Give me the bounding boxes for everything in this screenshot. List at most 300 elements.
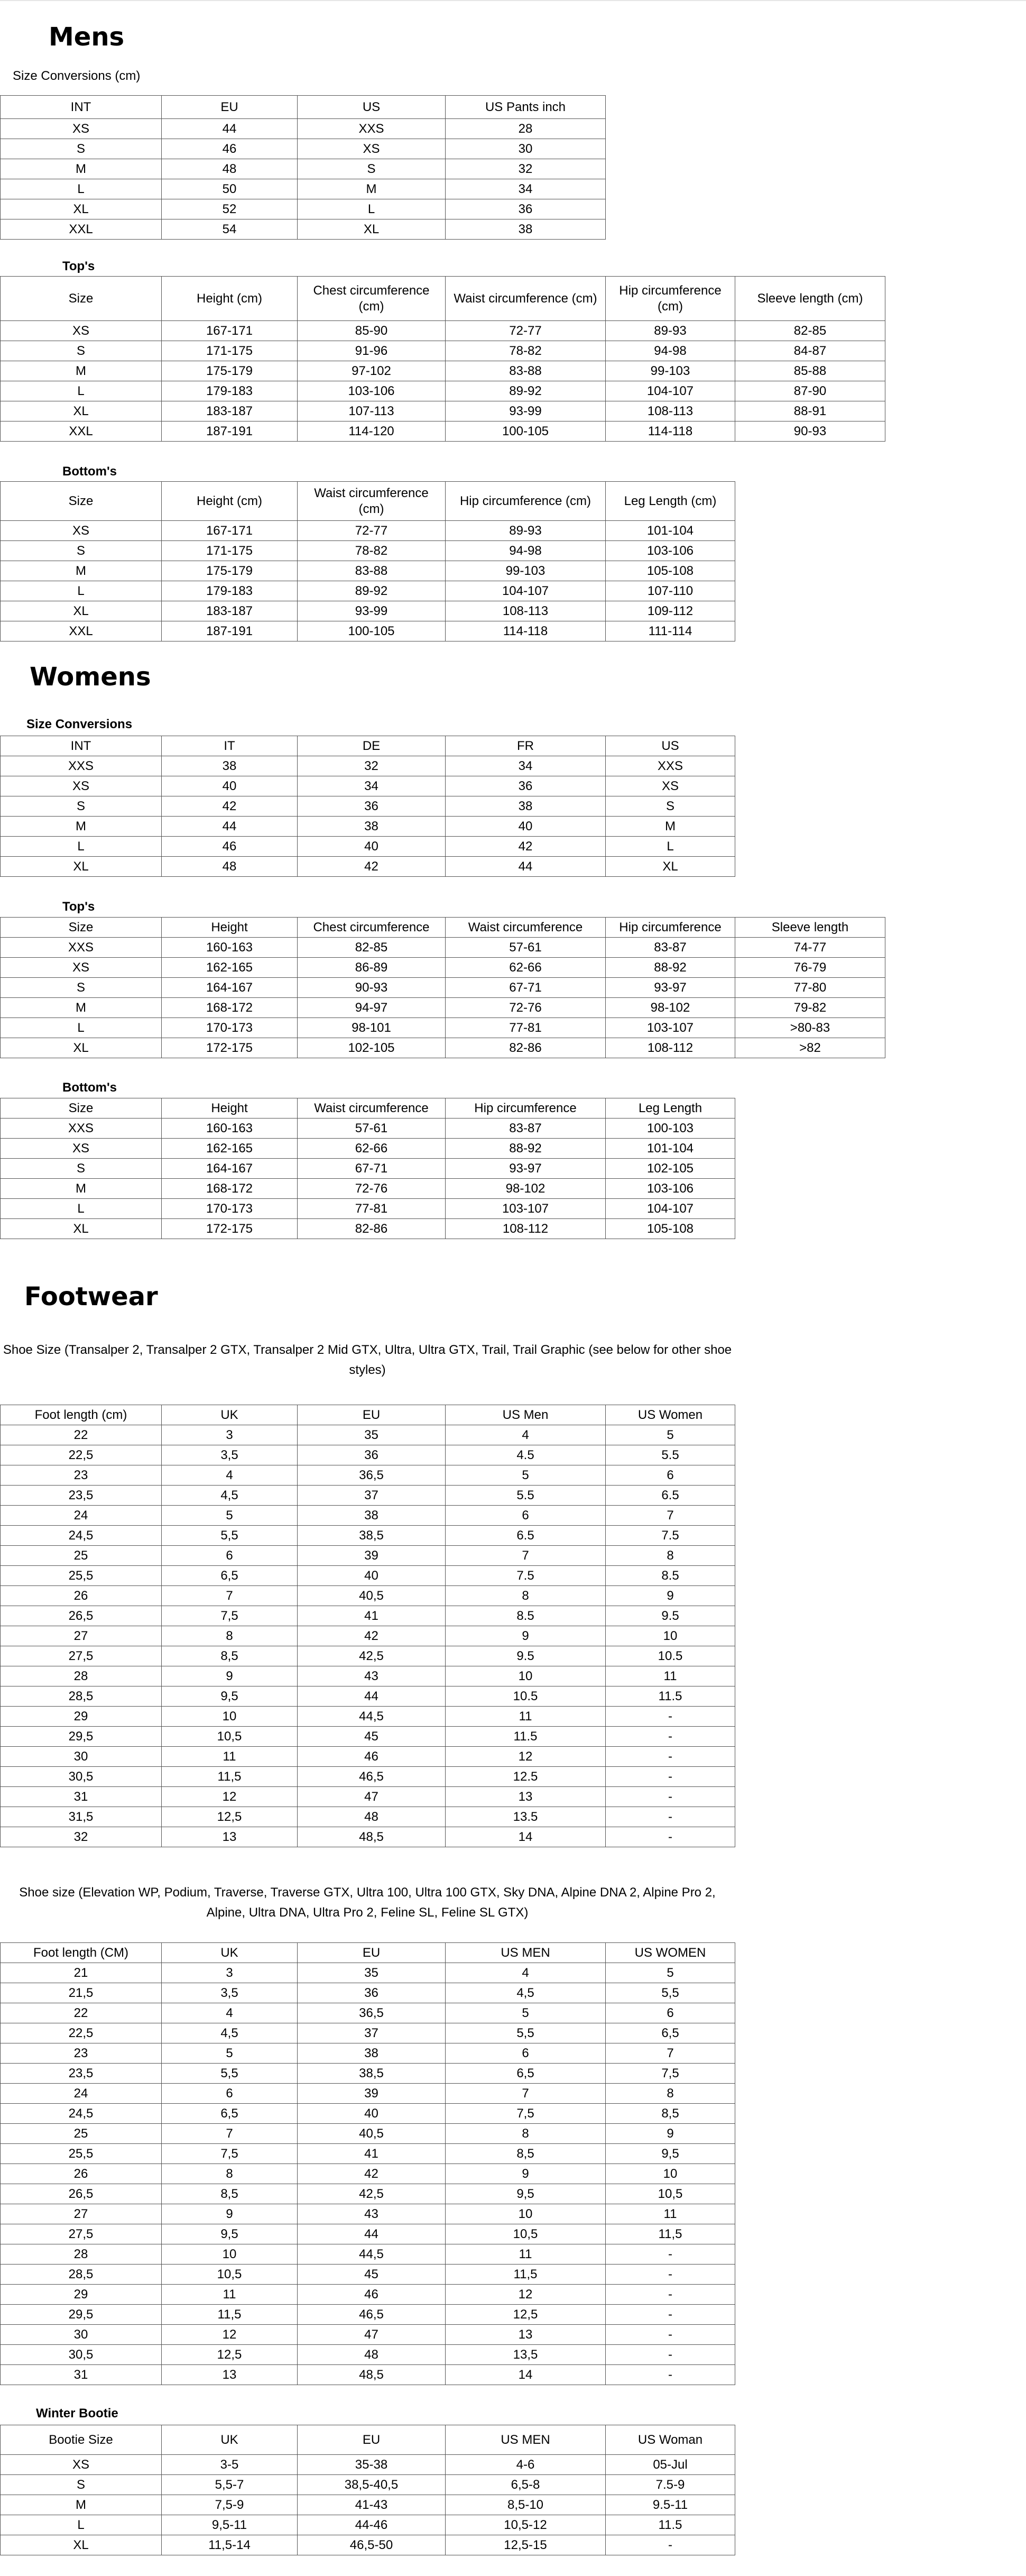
table-row: [1, 2064, 735, 2084]
table-cell: 29,5: [1, 2305, 162, 2325]
table-cell: 7: [162, 2124, 298, 2144]
table-cell: 72-76: [446, 998, 606, 1018]
table-cell: 105-108: [606, 561, 735, 581]
table-cell: 160-163: [162, 938, 298, 958]
table-row: [1, 1546, 735, 1566]
table-cell: 46: [298, 2285, 446, 2305]
table-cell: 12,5: [446, 2305, 606, 2325]
table-cell: XL: [606, 857, 735, 877]
table-cell: 104-107: [446, 581, 606, 601]
table-cell: 45: [298, 1727, 446, 1747]
table-cell: 40: [162, 776, 298, 796]
mens-tops-title: Top's: [62, 259, 95, 273]
table-cell: 93-99: [446, 401, 606, 421]
table-cell: 46: [162, 837, 298, 857]
womens-bottoms-title: Bottom's: [62, 1080, 117, 1095]
table-cell: S: [1, 341, 162, 361]
table-cell: 9,5: [446, 2184, 606, 2204]
table-cell: 10: [162, 2244, 298, 2265]
table-cell: 4: [446, 1963, 606, 1983]
table-cell: 10: [606, 1626, 735, 1646]
shoe-table1: [0, 1405, 735, 1847]
table-cell: 5: [162, 1506, 298, 1526]
table-cell: 3: [162, 1425, 298, 1445]
table-row: [1, 2224, 735, 2244]
table-cell: 13,5: [446, 2345, 606, 2365]
table-cell: 103-107: [606, 1018, 735, 1038]
table-row: [1, 756, 735, 776]
table-cell: 52: [162, 199, 298, 219]
column-header: INT: [1, 736, 162, 756]
table-row: [1, 1747, 735, 1767]
table-row: [1, 1119, 735, 1139]
table-cell: 40: [446, 817, 606, 837]
table-cell: 168-172: [162, 998, 298, 1018]
table-cell: 6,5: [162, 2104, 298, 2124]
table-cell: 12,5: [162, 1807, 298, 1827]
table-cell: 57-61: [298, 1119, 446, 1139]
mens-conversions-title: Size Conversions (cm): [13, 69, 141, 83]
table-cell: 4,5: [162, 2023, 298, 2043]
table-cell: 114-120: [298, 421, 446, 442]
table-cell: 22,5: [1, 2023, 162, 2043]
table-cell: 26: [1, 2164, 162, 2184]
column-header: US Men: [446, 1405, 606, 1425]
table-cell: 26,5: [1, 2184, 162, 2204]
table-cell: 6,5: [162, 1566, 298, 1586]
table-row: [1, 857, 735, 877]
table-cell: 74-77: [735, 938, 885, 958]
table-row: [1, 1566, 735, 1586]
table-row: [1, 2124, 735, 2144]
table-cell: XS: [1, 119, 162, 139]
table-cell: 83-88: [446, 361, 606, 381]
table-cell: 40: [298, 837, 446, 857]
table-cell: 48,5: [298, 2365, 446, 2385]
table-row: [1, 1465, 735, 1486]
table-cell: 48: [298, 1807, 446, 1827]
table-cell: 72-77: [446, 321, 606, 341]
table-cell: 32: [446, 159, 606, 179]
table-cell: 48: [162, 159, 298, 179]
table-cell: 100-105: [446, 421, 606, 442]
table-row: [1, 1767, 735, 1787]
table-cell: 28,5: [1, 1686, 162, 1707]
column-header: US Woman: [606, 2425, 735, 2455]
table-cell: 38,5-40,5: [298, 2475, 446, 2495]
table-cell: 183-187: [162, 401, 298, 421]
table-cell: 4.5: [446, 1445, 606, 1465]
table-cell: -: [606, 2325, 735, 2345]
table-header-row: [1, 2425, 735, 2455]
table-cell: 27: [1, 1626, 162, 1646]
table-cell: 108-113: [446, 601, 606, 621]
table-cell: -: [606, 1827, 735, 1847]
table-row: [1, 119, 606, 139]
column-header: UK: [162, 1405, 298, 1425]
table-cell: 84-87: [735, 341, 885, 361]
table-cell: 3,5: [162, 1983, 298, 2003]
table-cell: 179-183: [162, 381, 298, 401]
table-row: [1, 1646, 735, 1666]
table-cell: 87-90: [735, 381, 885, 401]
table-cell: 11,5: [446, 2265, 606, 2285]
table-cell: S: [298, 159, 446, 179]
column-header: US WOMEN: [606, 1943, 735, 1963]
table-cell: 10,5: [446, 2224, 606, 2244]
column-header: Hip circumference: [606, 918, 735, 938]
table-cell: -: [606, 2265, 735, 2285]
table-cell: 11,5: [162, 1767, 298, 1787]
table-cell: 23,5: [1, 2064, 162, 2084]
table-cell: >82: [735, 1038, 885, 1058]
table-cell: XXL: [1, 421, 162, 442]
table-cell: 12: [446, 1747, 606, 1767]
table-cell: 10: [606, 2164, 735, 2184]
mens-bottoms-table: [0, 481, 735, 641]
table-cell: 8,5: [446, 2144, 606, 2164]
table-cell: 35: [298, 1963, 446, 1983]
table-cell: 103-107: [446, 1199, 606, 1219]
table-cell: 9: [162, 2204, 298, 2224]
table-cell: 4-6: [446, 2455, 606, 2475]
table-header-row: [1, 736, 735, 756]
table-cell: 21,5: [1, 1983, 162, 2003]
table-row: [1, 1219, 735, 1239]
table-cell: 103-106: [298, 381, 446, 401]
table-cell: 47: [298, 1787, 446, 1807]
table-cell: 48,5: [298, 1827, 446, 1847]
table-cell: 30,5: [1, 1767, 162, 1787]
table-row: [1, 776, 735, 796]
table-cell: -: [606, 2535, 735, 2555]
table-cell: M: [1, 1179, 162, 1199]
table-cell: 42,5: [298, 2184, 446, 2204]
table-cell: 187-191: [162, 621, 298, 641]
table-cell: XXS: [1, 938, 162, 958]
table-cell: XL: [1, 401, 162, 421]
table-cell: 41: [298, 1606, 446, 1626]
table-cell: 8: [606, 2084, 735, 2104]
table-cell: 23,5: [1, 1486, 162, 1506]
table-cell: 36: [446, 776, 606, 796]
table-cell: 7.5: [606, 1526, 735, 1546]
bootie-title: Winter Bootie: [36, 2406, 118, 2421]
table-cell: 8: [446, 1586, 606, 1606]
table-cell: 4,5: [162, 1486, 298, 1506]
table-cell: 12: [162, 2325, 298, 2345]
column-header: Size: [1, 1098, 162, 1119]
table-cell: M: [1, 2495, 162, 2515]
table-cell: 14: [446, 1827, 606, 1847]
table-cell: 109-112: [606, 601, 735, 621]
table-cell: 172-175: [162, 1038, 298, 1058]
table-row: [1, 2164, 735, 2184]
table-cell: 167-171: [162, 521, 298, 541]
table-cell: XL: [1, 1038, 162, 1058]
table-cell: 9.5-11: [606, 2495, 735, 2515]
table-cell: XS: [606, 776, 735, 796]
table-cell: 82-85: [298, 938, 446, 958]
table-cell: 40,5: [298, 2124, 446, 2144]
table-cell: L: [1, 179, 162, 199]
table-row: [1, 1425, 735, 1445]
table-cell: 83-87: [606, 938, 735, 958]
table-row: [1, 159, 606, 179]
table-cell: 27: [1, 2204, 162, 2224]
table-cell: 160-163: [162, 1119, 298, 1139]
table-cell: 8: [446, 2124, 606, 2144]
table-header-row: [1, 918, 885, 938]
table-cell: XL: [1, 199, 162, 219]
table-row: [1, 1983, 735, 2003]
table-cell: 78-82: [298, 541, 446, 561]
table-cell: -: [606, 2365, 735, 2385]
table-cell: 93-97: [446, 1159, 606, 1179]
table-cell: 12: [162, 1787, 298, 1807]
table-cell: 89-92: [446, 381, 606, 401]
table-cell: 8,5-10: [446, 2495, 606, 2515]
table-cell: M: [1, 817, 162, 837]
table-cell: S: [1, 541, 162, 561]
table-cell: 89-93: [446, 521, 606, 541]
table-cell: 32: [298, 756, 446, 776]
table-cell: 4: [446, 1425, 606, 1445]
table-cell: 14: [446, 2365, 606, 2385]
table-row: [1, 2204, 735, 2224]
table-cell: 86-89: [298, 958, 446, 978]
column-header: US Pants inch: [446, 96, 606, 119]
table-cell: 10,5-12: [446, 2515, 606, 2535]
bootie-table: [0, 2425, 735, 2555]
table-cell: 89-92: [298, 581, 446, 601]
table-cell: 30: [1, 1747, 162, 1767]
table-cell: 164-167: [162, 978, 298, 998]
table-cell: 102-105: [606, 1159, 735, 1179]
mens-conversions-table: [0, 95, 606, 240]
table-row: [1, 2515, 735, 2535]
table-cell: 13: [446, 1787, 606, 1807]
column-header: US: [606, 736, 735, 756]
table-cell: 38: [298, 817, 446, 837]
column-header: Waist circumference: [446, 918, 606, 938]
table-row: [1, 1827, 735, 1847]
table-cell: 175-179: [162, 361, 298, 381]
table-cell: XXL: [1, 621, 162, 641]
table-cell: 11: [606, 1666, 735, 1686]
table-cell: 90-93: [298, 978, 446, 998]
table-cell: 108-112: [446, 1219, 606, 1239]
table-cell: 11,5: [606, 2224, 735, 2244]
table-cell: -: [606, 1727, 735, 1747]
table-cell: 162-165: [162, 958, 298, 978]
table-cell: 46,5: [298, 2305, 446, 2325]
table-cell: 31: [1, 2365, 162, 2385]
table-cell: 162-165: [162, 1139, 298, 1159]
table-cell: 67-71: [446, 978, 606, 998]
table-cell: 99-103: [446, 561, 606, 581]
table-cell: 11: [162, 2285, 298, 2305]
table-cell: 7: [446, 1546, 606, 1566]
table-cell: 5,5-7: [162, 2475, 298, 2495]
table-cell: 5,5: [446, 2023, 606, 2043]
column-header: Sleeve length: [735, 918, 885, 938]
table-cell: 36: [298, 1983, 446, 2003]
table-cell: XL: [1, 1219, 162, 1239]
table-row: [1, 2104, 735, 2124]
table-row: [1, 2305, 735, 2325]
table-cell: M: [1, 159, 162, 179]
table-cell: 46,5: [298, 1767, 446, 1787]
table-row: [1, 581, 735, 601]
table-cell: L: [1, 381, 162, 401]
table-row: [1, 1159, 735, 1179]
table-cell: XS: [1, 776, 162, 796]
table-cell: 44,5: [298, 1707, 446, 1727]
table-cell: M: [606, 817, 735, 837]
table-cell: 30: [1, 2325, 162, 2345]
table-cell: 82-85: [735, 321, 885, 341]
table-row: [1, 421, 885, 442]
table-cell: 77-81: [446, 1018, 606, 1038]
table-row: [1, 978, 885, 998]
table-cell: 42: [298, 1626, 446, 1646]
table-cell: -: [606, 2244, 735, 2265]
table-cell: 46,5-50: [298, 2535, 446, 2555]
table-cell: 40: [298, 2104, 446, 2124]
table-row: [1, 958, 885, 978]
table-cell: -: [606, 2345, 735, 2365]
table-cell: 11,5-14: [162, 2535, 298, 2555]
table-cell: 98-101: [298, 1018, 446, 1038]
table-cell: 38: [446, 219, 606, 240]
column-header: Waist circumference: [298, 1098, 446, 1119]
table-cell: M: [298, 179, 446, 199]
table-cell: 101-104: [606, 1139, 735, 1159]
table-row: [1, 541, 735, 561]
column-header: Height (cm): [162, 482, 298, 521]
table-row: [1, 361, 885, 381]
womens-conversions-table: [0, 736, 735, 877]
table-cell: 34: [446, 756, 606, 776]
table-cell: 88-91: [735, 401, 885, 421]
table-cell: 34: [446, 179, 606, 199]
table-cell: 31,5: [1, 1807, 162, 1827]
table-cell: L: [1, 581, 162, 601]
table-row: [1, 1199, 735, 1219]
table-row: [1, 1445, 735, 1465]
column-header: DE: [298, 736, 446, 756]
table-cell: 9,5-11: [162, 2515, 298, 2535]
table-cell: 76-79: [735, 958, 885, 978]
table-cell: 6: [162, 1546, 298, 1566]
footwear-heading: Footwear: [24, 1282, 158, 1312]
column-header: Size: [1, 918, 162, 938]
table-cell: 13: [446, 2325, 606, 2345]
table-cell: 167-171: [162, 321, 298, 341]
table-cell: 35-38: [298, 2455, 446, 2475]
table-cell: 11,5: [162, 2305, 298, 2325]
table-cell: 83-88: [298, 561, 446, 581]
table-cell: 25,5: [1, 2144, 162, 2164]
table-cell: 43: [298, 1666, 446, 1686]
column-header: EU: [298, 1405, 446, 1425]
table-cell: 10,5: [162, 1727, 298, 1747]
table-cell: 10,5: [162, 2265, 298, 2285]
column-header: IT: [162, 736, 298, 756]
table-cell: 111-114: [606, 621, 735, 641]
column-header: Foot length (CM): [1, 1943, 162, 1963]
table-cell: 8: [162, 1626, 298, 1646]
table-cell: 83-87: [446, 1119, 606, 1139]
table-row: [1, 1707, 735, 1727]
column-header: EU: [298, 2425, 446, 2455]
table-cell: L: [1, 837, 162, 857]
table-header-row: [1, 277, 885, 321]
table-row: [1, 601, 735, 621]
table-cell: 24: [1, 2084, 162, 2104]
table-row: [1, 621, 735, 641]
table-cell: 103-106: [606, 1179, 735, 1199]
column-header: UK: [162, 2425, 298, 2455]
table-row: [1, 139, 606, 159]
table-cell: 13.5: [446, 1807, 606, 1827]
table-cell: 26: [1, 1586, 162, 1606]
table-row: [1, 1626, 735, 1646]
column-header: Hip circumference (cm): [606, 277, 735, 321]
table-cell: 4: [162, 1465, 298, 1486]
table-row: [1, 521, 735, 541]
table-cell: 93-97: [606, 978, 735, 998]
table-row: [1, 341, 885, 361]
womens-tops-title: Top's: [62, 900, 95, 914]
table-row: [1, 321, 885, 341]
table-cell: 11: [606, 2204, 735, 2224]
table-cell: 24,5: [1, 2104, 162, 2124]
table-row: [1, 998, 885, 1018]
table-row: [1, 817, 735, 837]
table-row: [1, 2325, 735, 2345]
table-cell: 27,5: [1, 2224, 162, 2244]
table-row: [1, 1666, 735, 1686]
table-cell: 31: [1, 1787, 162, 1807]
column-header: EU: [298, 1943, 446, 1963]
table-cell: XL: [1, 601, 162, 621]
table-cell: 25: [1, 2124, 162, 2144]
table-row: [1, 1606, 735, 1626]
table-cell: S: [1, 2475, 162, 2495]
table-cell: 22: [1, 1425, 162, 1445]
table-cell: 6: [162, 2084, 298, 2104]
table-cell: 8: [162, 2164, 298, 2184]
table-cell: 47: [298, 2325, 446, 2345]
table-cell: 79-82: [735, 998, 885, 1018]
table-cell: 114-118: [606, 421, 735, 442]
table-cell: 38: [446, 796, 606, 817]
column-header: UK: [162, 1943, 298, 1963]
table-cell: XS: [298, 139, 446, 159]
table-cell: 7: [606, 1506, 735, 1526]
table-cell: 3-5: [162, 2455, 298, 2475]
table-cell: 8.5: [606, 1566, 735, 1586]
table-cell: 34: [298, 776, 446, 796]
shoe-table2-title: Shoe size (Elevation WP, Podium, Traverse, Traverse GTX, Ultra 100, Ultra 100 GTX, Sky DNA, Alpine DNA 2, Alpine Pro 2, Alpine, Ultra DNA, Ultra Pro 2, Feline SL, Feline SL GTX): [19, 1885, 716, 1920]
table-cell: 104-107: [606, 1199, 735, 1219]
table-cell: XXL: [1, 219, 162, 240]
table-cell: 48: [298, 2345, 446, 2365]
table-cell: 90-93: [735, 421, 885, 442]
column-header: US Women: [606, 1405, 735, 1425]
